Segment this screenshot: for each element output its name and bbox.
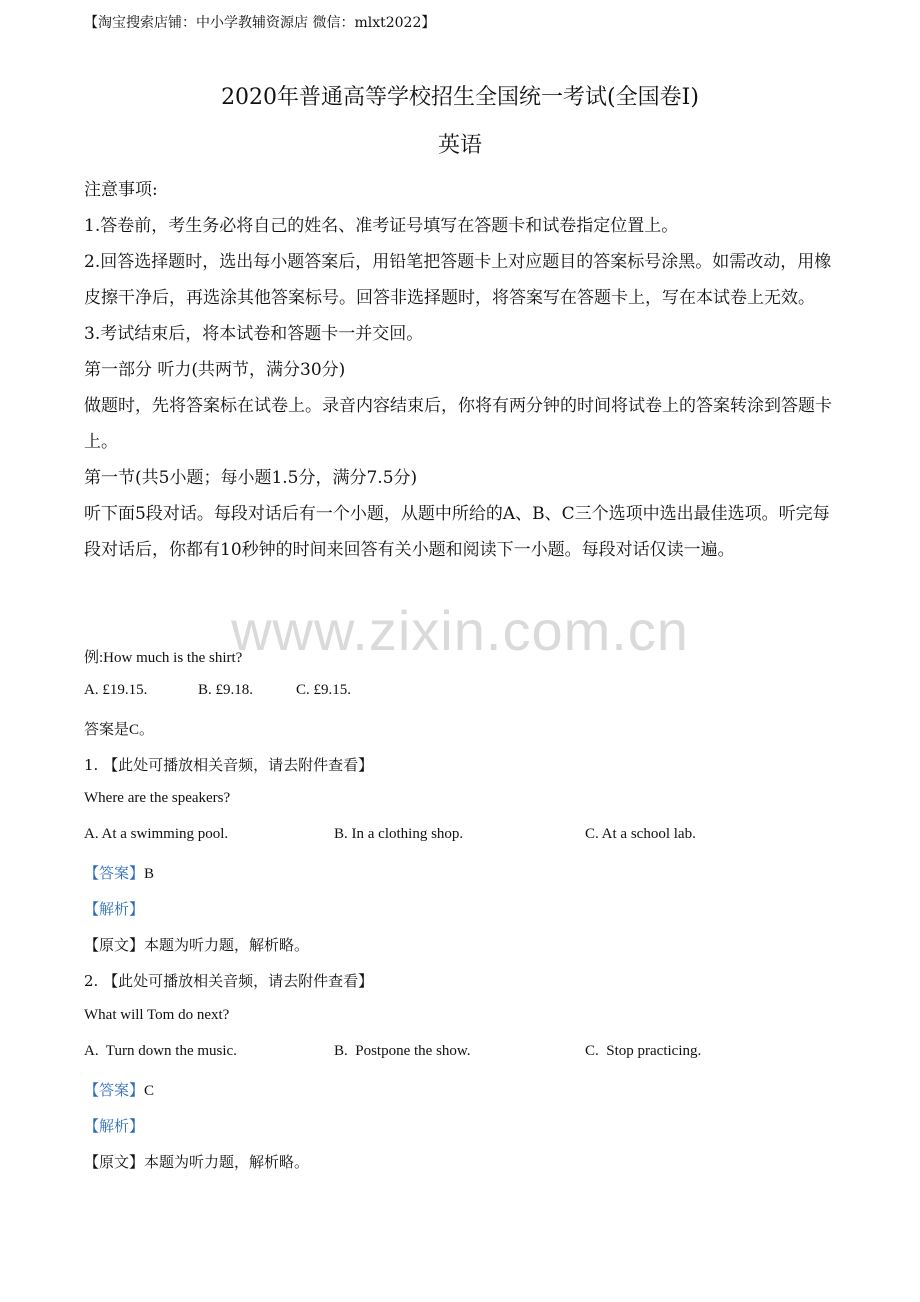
notice-item: 3.考试结束后，将本试卷和答题卡一并交回。 bbox=[84, 324, 424, 344]
notice-heading: 注意事项: bbox=[84, 180, 158, 200]
example-option-a: A. £19.15. bbox=[84, 682, 148, 698]
audio-note: 2. 【此处可播放相关音频，请去附件查看】 bbox=[84, 972, 374, 990]
question-text: Where are the speakers? bbox=[84, 790, 231, 806]
section-instructions: 听下面5段对话。每段对话后有一个小题，从题中所给的A、B、C三个选项中选出最佳选项。听完每段对话后，你都有10秒钟的时间来回答有关小题和阅读下一小题。每段对话仅读一遍。 bbox=[84, 504, 830, 560]
option-b: B. Postpone the show. bbox=[334, 1043, 471, 1059]
part-heading: 第一部分 听力(共两节，满分30分) bbox=[84, 360, 346, 380]
example-answer: 答案是C。 bbox=[84, 722, 155, 738]
header-note: 【淘宝搜索店铺：中小学教辅资源店 微信：mlxt2022】 bbox=[84, 15, 436, 31]
watermark: www.zixin.com.cn bbox=[231, 599, 689, 662]
option-c: C. At a school lab. bbox=[585, 826, 696, 842]
option-a: A. At a swimming pool. bbox=[84, 826, 229, 842]
option-c: C. Stop practicing. bbox=[585, 1043, 702, 1059]
option-b: B. In a clothing shop. bbox=[334, 826, 464, 842]
part-instructions: 做题时，先将答案标在试卷上。录音内容结束后，你将有两分钟的时间将试卷上的答案转涂到答题卡上。 bbox=[84, 396, 832, 452]
section-heading: 第一节(共5小题；每小题1.5分，满分7.5分) bbox=[84, 468, 418, 488]
example-option-c: C. £9.15. bbox=[296, 682, 352, 698]
answer-value: C bbox=[144, 1083, 155, 1099]
original-text: 【原文】本题为听力题，解析略。 bbox=[84, 1153, 310, 1171]
subject-title: 英语 bbox=[437, 133, 482, 158]
original-text: 【原文】本题为听力题，解析略。 bbox=[84, 936, 310, 954]
question-text: What will Tom do next? bbox=[84, 1007, 230, 1023]
notice-item: 2.回答选择题时，选出每小题答案后，用铅笔把答题卡上对应题目的答案标号涂黑。如需改动，用橡皮擦干净后，再选涂其他答案标号。回答非选择题时，将答案写在答题卡上，写在本试卷上无效。 bbox=[84, 252, 832, 308]
analysis-label: 【解析】 bbox=[84, 900, 145, 918]
analysis-label: 【解析】 bbox=[84, 1117, 145, 1135]
answer-label: 【答案】 bbox=[84, 864, 145, 882]
answer-label: 【答案】 bbox=[84, 1081, 145, 1099]
example-option-b: B. £9.18. bbox=[198, 682, 254, 698]
answer-line bbox=[84, 862, 154, 883]
audio-note: 1. 【此处可播放相关音频，请去附件查看】 bbox=[84, 756, 374, 774]
exam-title: 2020年普通高等学校招生全国统一考试(全国卷I) bbox=[221, 85, 699, 110]
notice-item: 1.答卷前，考生务必将自己的姓名、准考证号填写在答题卡和试卷指定位置上。 bbox=[84, 216, 679, 236]
answer-line bbox=[84, 1079, 154, 1100]
option-a: A. Turn down the music. bbox=[84, 1043, 237, 1059]
notice-section bbox=[84, 172, 844, 568]
answer-value: B bbox=[144, 866, 155, 882]
example-question: 例:How much is the shirt? bbox=[84, 650, 243, 666]
